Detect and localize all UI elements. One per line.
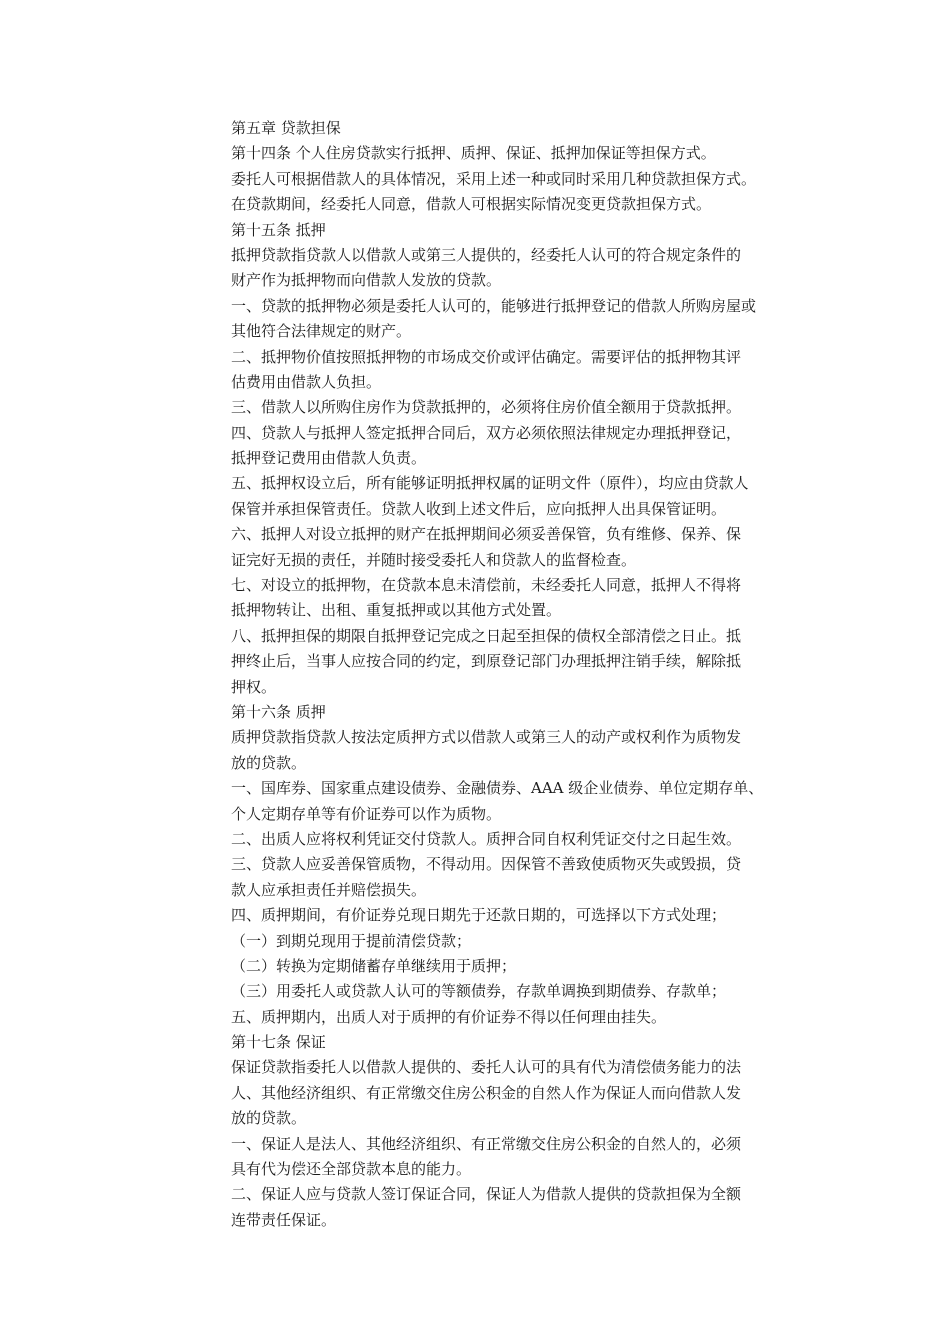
- text-line: 一、保证人是法人、其他经济组织、有正常缴交住房公积金的自然人的，必须: [231, 1134, 742, 1153]
- text-line: 放的贷款。: [231, 753, 307, 772]
- text-line: 八、抵押担保的期限自抵押登记完成之日起至担保的债权全部清偿之日止。抵: [231, 626, 742, 645]
- text-line: 款人应承担责任并赔偿损失。: [231, 880, 427, 899]
- text-line: 在贷款期间，经委托人同意，借款人可根据实际情况变更贷款担保方式。: [231, 195, 712, 214]
- text-line: （二）转换为定期储蓄存单继续用于质押；: [231, 956, 517, 975]
- text-line: 七、对设立的抵押物，在贷款本息未清偿前，未经委托人同意，抵押人不得将: [231, 576, 742, 595]
- text-line: 其他符合法律规定的财产。: [231, 322, 412, 341]
- text-line: 保证贷款指委托人以借款人提供的、委托人认可的具有代为清偿债务能力的法: [231, 1058, 742, 1077]
- text-line: 具有代为偿还全部贷款本息的能力。: [231, 1160, 472, 1179]
- text-line: 押权。: [231, 677, 277, 696]
- text-line: 财产作为抵押物而向借款人发放的贷款。: [231, 271, 502, 290]
- text-line: 第十七条 保证: [231, 1033, 326, 1052]
- text-line: 六、抵押人对设立抵押的财产在抵押期间必须妥善保管，负有维修、保养、保: [231, 525, 742, 544]
- text-line: 三、借款人以所购住房作为贷款抵押的，必须将住房价值全额用于贷款抵押。: [231, 398, 742, 417]
- text-line: 抵押登记费用由借款人负责。: [231, 449, 427, 468]
- text-line: 抵押贷款指贷款人以借款人或第三人提供的，经委托人认可的符合规定条件的: [231, 245, 742, 264]
- text-line: 放的贷款。: [231, 1109, 307, 1128]
- text-line: 二、出质人应将权利凭证交付贷款人。质押合同自权利凭证交付之日起生效。: [231, 829, 742, 848]
- text-line: 一、国库券、国家重点建设债券、金融债券、AAA 级企业债券、单位定期存单、: [231, 779, 764, 798]
- text-line: 二、保证人应与贷款人签订保证合同，保证人为借款人提供的贷款担保为全额: [231, 1185, 742, 1204]
- text-line: 三、贷款人应妥善保管质物，不得动用。因保管不善致使质物灭失或毁损，贷: [231, 855, 742, 874]
- text-line: 第十五条 抵押: [231, 220, 326, 239]
- text-line: 第十四条 个人住房贷款实行抵押、质押、保证、抵押加保证等担保方式。: [231, 144, 716, 163]
- text-line: 质押贷款指贷款人按法定质押方式以借款人或第三人的动产或权利作为质物发: [231, 728, 742, 747]
- text-line: 第十六条 质押: [231, 702, 326, 721]
- text-line: 五、质押期内，出质人对于质押的有价证券不得以任何理由挂失。: [231, 1007, 667, 1026]
- text-line: 人、其他经济组织、有正常缴交住房公积金的自然人作为保证人而向借款人发: [231, 1083, 742, 1102]
- text-line: 一、贷款的抵押物必须是委托人认可的，能够进行抵押登记的借款人所购房屋或: [231, 296, 757, 315]
- text-line: （三）用委托人或贷款人认可的等额债券，存款单调换到期债券、存款单；: [231, 982, 727, 1001]
- text-line: 保管并承担保管责任。贷款人收到上述文件后，应向抵押人出具保管证明。: [231, 499, 727, 518]
- text-line: 抵押物转让、出租、重复抵押或以其他方式处置。: [231, 601, 562, 620]
- text-line: 四、质押期间，有价证券兑现日期先于还款日期的，可选择以下方式处理；: [231, 906, 727, 925]
- text-line: 连带责任保证。: [231, 1210, 337, 1229]
- text-line: 个人定期存单等有价证券可以作为质物。: [231, 804, 502, 823]
- text-line: 五、抵押权设立后，所有能够证明抵押权属的证明文件（原件），均应由贷款人: [231, 474, 749, 493]
- text-line: 二、抵押物价值按照抵押物的市场成交价或评估确定。需要评估的抵押物其评: [231, 347, 742, 366]
- text-line: 委托人可根据借款人的具体情况，采用上述一种或同时采用几种贷款担保方式。: [231, 169, 757, 188]
- text-line: 押终止后，当事人应按合同的约定，到原登记部门办理抵押注销手续，解除抵: [231, 652, 742, 671]
- text-line: 估费用由借款人负担。: [231, 372, 382, 391]
- text-line: 第五章 贷款担保: [231, 119, 341, 137]
- text-line: （一）到期兑现用于提前清偿贷款；: [231, 931, 472, 950]
- text-line: 四、贷款人与抵押人签定抵押合同后，双方必须依照法律规定办理抵押登记，: [231, 423, 742, 442]
- text-line: 证完好无损的责任，并随时接受委托人和贷款人的监督检查。: [231, 550, 637, 569]
- document-page: [231, 116, 811, 1233]
